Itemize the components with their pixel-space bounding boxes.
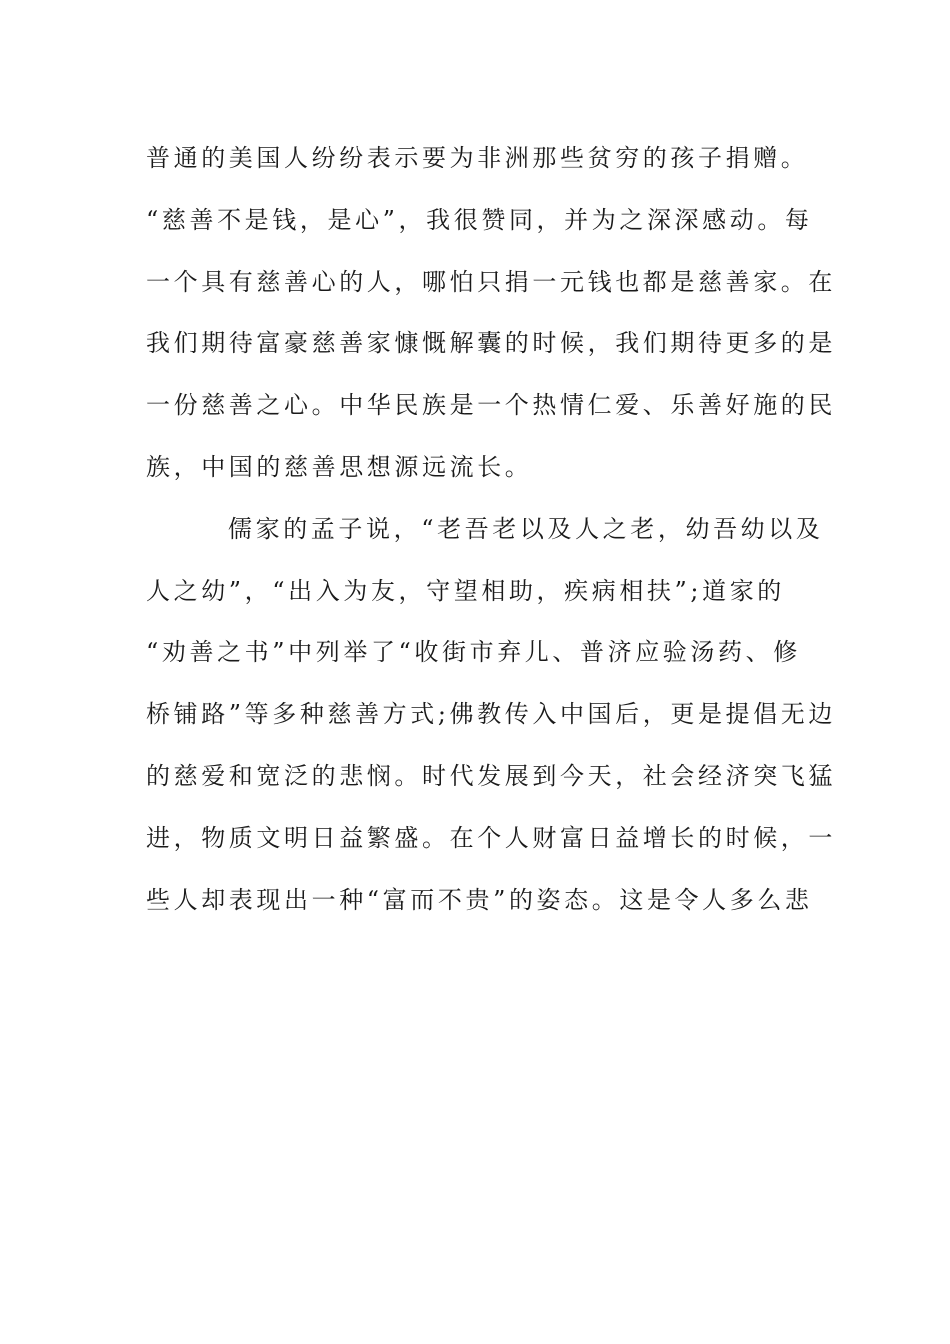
text-line: 桥铺路”等多种慈善方式;佛教传入中国后，更是提倡无边 <box>146 700 836 729</box>
text-line: 进，物质文明日益繁盛。在个人财富日益增长的时候，一 <box>146 823 836 852</box>
text-line: 人之幼”，“出入为友，守望相助，疾病相扶”;道家的 <box>146 576 785 605</box>
body-text <box>146 128 836 931</box>
paragraph-start-line: 儒家的孟子说，“老吾老以及人之老，幼吾幼以及 <box>228 514 824 543</box>
text-line: 一个具有慈善心的人，哪怕只捐一元钱也都是慈善家。在 <box>146 267 836 296</box>
text-line: 些人却表现出一种“富而不贵”的姿态。这是令人多么悲 <box>146 885 813 914</box>
text-line: “慈善不是钱，是心”，我很赞同，并为之深深感动。每 <box>146 205 813 234</box>
text-line: 普通的美国人纷纷表示要为非洲那些贫穷的孩子捐赠。 <box>146 144 809 172</box>
text-line: 一份慈善之心。中华民族是一个热情仁爱、乐善好施的民 <box>146 391 836 420</box>
text-line: “劝善之书”中列举了“收街市弃儿、普济应验汤药、修 <box>146 638 801 667</box>
text-line: 的慈爱和宽泛的悲悯。时代发展到今天，社会经济突飞猛 <box>146 761 836 790</box>
text-line: 我们期待富豪慈善家慷慨解囊的时候，我们期待更多的是 <box>146 329 836 358</box>
text-line: 族，中国的慈善思想源远流长。 <box>146 452 533 481</box>
